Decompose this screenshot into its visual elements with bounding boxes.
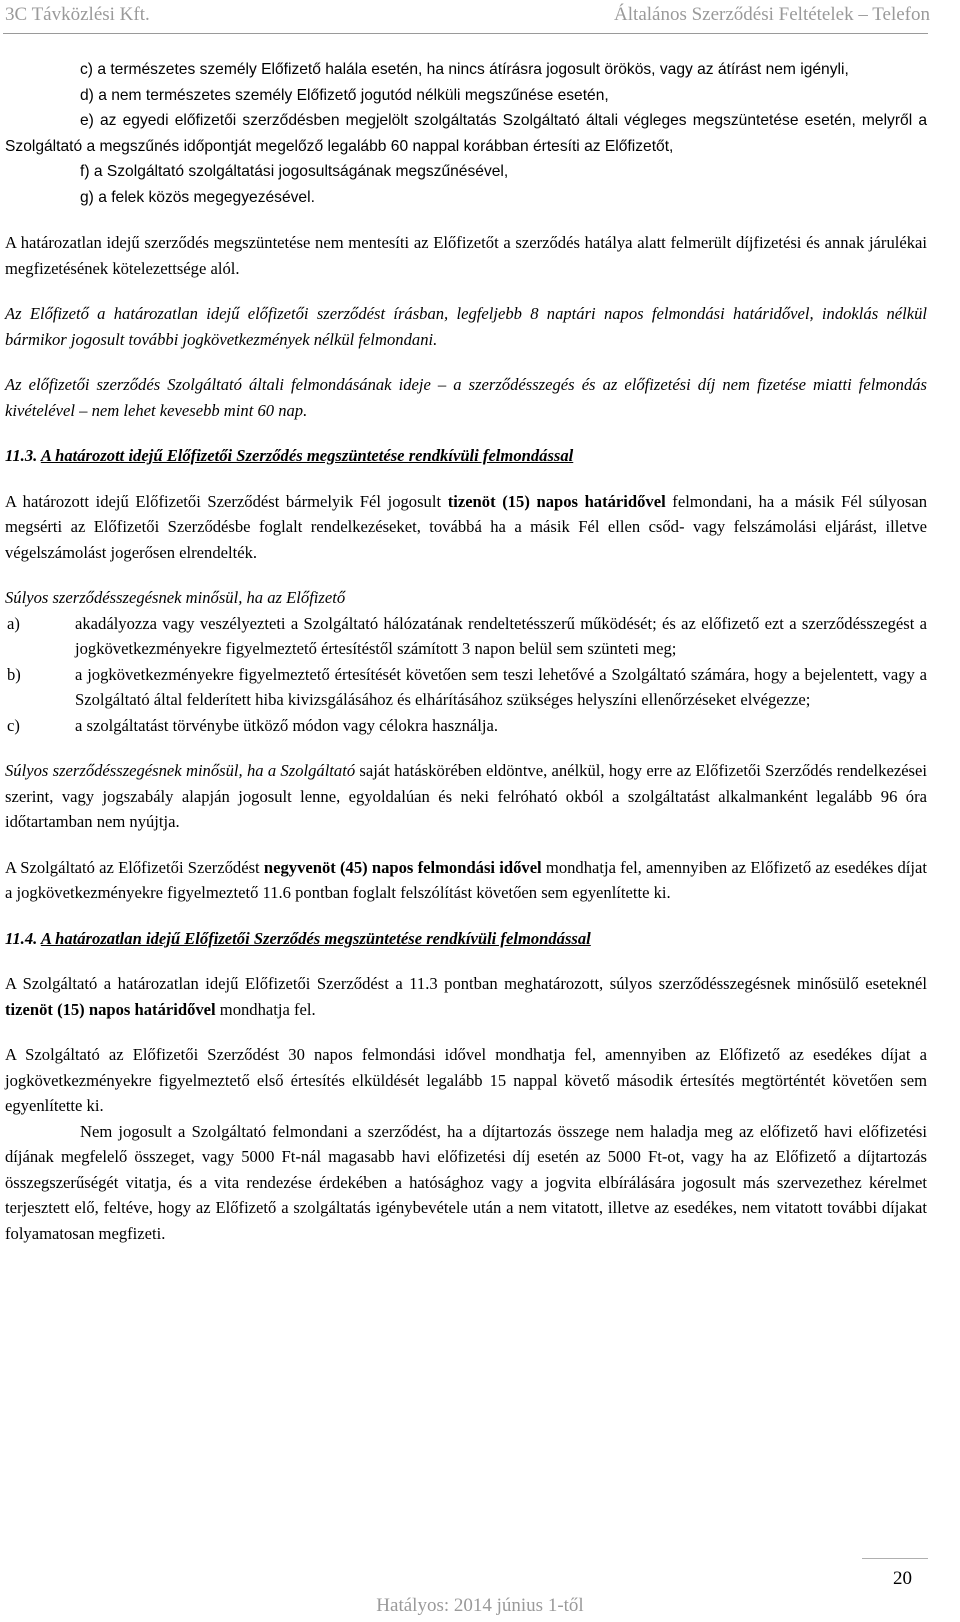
list-item xyxy=(5,713,927,739)
paragraph xyxy=(5,758,927,835)
list-item-c: c) a természetes személy Előfizető halála esetén, ha nincs átírásra jogosult örökös, vagy az átírást nem igényli, xyxy=(80,61,849,78)
page-number: 20 xyxy=(893,1568,912,1589)
termination-list xyxy=(5,57,927,210)
text-run: A határozott idejű Előfizetői Szerződést bármelyik Fél jogosult xyxy=(5,491,448,511)
text-run: felmondani, ha a másik Fél súlyosan megsérti az Előfizetői Szerződésbe foglalt rendelkezéseket, továbbá ha a másik Fél ellen csőd- vagy felszámolási eljárást, illetve végelszámolást jogerősen elrendelték. xyxy=(5,491,927,562)
paragraph xyxy=(5,855,927,906)
list-label: c) xyxy=(7,715,20,735)
section-number: 11.3. xyxy=(5,446,38,465)
paragraph xyxy=(5,489,927,566)
text-run: mondhatja fel. xyxy=(215,999,316,1019)
bold-text: tizenöt (15) napos határidővel xyxy=(5,999,216,1019)
document-body xyxy=(5,57,927,1246)
bold-text: negyvenöt (45) napos felmondási idővel xyxy=(263,857,542,877)
list-label: a) xyxy=(7,613,20,633)
paragraph: A határozatlan idejű szerződés megszüntetése nem mentesíti az Előfizetőt a szerződés hatálya alatt felmerült díjfizetési és annak járulékai megfizetésének kötelezettsége alól. xyxy=(5,233,927,278)
paragraph-italic: Az előfizetői szerződés Szolgáltató általi felmondásának ideje – a szerződésszegés és az előfizetési díj nem fizetése miatti felmondás kivételével – nem lehet kevesebb mint 60 nap. xyxy=(5,375,927,420)
text-run: saját hatáskörében eldöntve, anélkül, hogy erre az Előfizetői Szerződés rendelkezései szerint, vagy jogszabály alapján jogosult lenne, egyoldalúan és neki felróható okból a szolgáltatást alkalmanként legalább 96 óra időtartamban nem nyújtja. xyxy=(5,761,927,831)
header-divider xyxy=(3,33,928,34)
bold-text: tizenöt (15) napos határidővel xyxy=(447,491,666,511)
breach-intro: Súlyos szerződésszegésnek minősül, ha az Előfizető xyxy=(5,588,346,607)
list-item-d: d) a nem természetes személy Előfizető jogutód nélküli megszűnése esetén, xyxy=(80,86,609,104)
list-text: a szolgáltatást törvénybe ütköző módon vagy célokra használja. xyxy=(75,715,498,735)
list-text: a jogkövetkezményekre figyelmeztető értesítését követően sem teszi lehetővé a Szolgáltató számára, hogy a bejelentett, vagy a Szolgáltató által felderített hiba kivizsgálásához és elhárításához szükséges helyszíni ellenőrzéseket elvégezze; xyxy=(75,664,927,709)
text-run: A Szolgáltató a határozatlan idejű Előfizetői Szerződést a 11.3 pontban meghatározott, súlyos szerződésszegésnek minősülő eseteknél xyxy=(5,974,927,993)
list-item-e: e) az egyedi előfizetői szerződésben megjelölt szolgáltatás Szolgáltató általi végleges megszüntetése esetén, melyről a Szolgáltató a megszűnés időpontját megelőző legalább 60 nappal korábban értesíti az Előfizetőt, xyxy=(5,112,927,155)
company-name: 3C Távközlési Kft. xyxy=(5,4,150,25)
section-number: 11.4. xyxy=(5,928,38,948)
paragraph: A Szolgáltató az Előfizetői Szerződést 30 napos felmondási idővel mondhatja fel, amennyiben az Előfizető az esedékes díjat a jogkövetkezményekre figyelmeztető első értesítés elküldését legalább 15 nappal követő második értesítés megtörténtét követően sem egyenlítette ki. xyxy=(5,1045,927,1115)
paragraph xyxy=(5,971,927,1022)
paragraph: Nem jogosult a Szolgáltató felmondani a szerződést, ha a díjtartozás összege nem haladja meg az előfizető havi előfizetési díjának megfelelő összeget, vagy 5000 Ft-nál magasabb havi előfizetési díj esetén az 5000 Ft-ot, vagy ha az Előfizető a díjtartozás összegszerűségét vitatja, és a vita rendezése érdekében a hatósághoz vagy a jogvita elbírálására jogosult más szervezethez kérelmet terjesztett elő, feltéve, hogy az Előfizető a szolgáltatás igénybevétele után a nem vitatott, illetve az esedékes, nem vitatott további díjakat folyamatosan megfizeti. xyxy=(5,1121,927,1243)
section-heading-11-4 xyxy=(5,926,927,952)
text-run: A Szolgáltató az Előfizetői Szerződést xyxy=(5,857,264,877)
list-item-g: g) a felek közös megegyezésével. xyxy=(80,188,315,206)
footer-divider xyxy=(862,1558,928,1559)
section-title: A határozott idejű Előfizetői Szerződés megszüntetése rendkívüli felmondással xyxy=(40,446,574,465)
breach-list xyxy=(5,611,927,739)
section-title: A határozatlan idejű Előfizetői Szerződés megszüntetése rendkívüli felmondással xyxy=(40,928,591,948)
list-item xyxy=(5,611,927,662)
list-text: akadályozza vagy veszélyezteti a Szolgáltató hálózatának rendeltetésszerű működését; és az előfizető ezt a szerződésszegést a jogkövetkezményekre figyelmeztető értesítéstől számított 3 napon belül sem szünteti meg; xyxy=(75,613,927,658)
document-title: Általános Szerződési Feltételek – Telefon xyxy=(614,4,930,25)
page-header xyxy=(5,4,930,28)
effective-date: Hatályos: 2014 június 1-től xyxy=(376,1595,584,1616)
list-item-f: f) a Szolgáltató szolgáltatási jogosultságának megszűnésével, xyxy=(80,163,509,180)
section-heading-11-3 xyxy=(5,443,927,469)
paragraph-italic: Az Előfizető a határozatlan idejű előfizetői szerződést írásban, legfeljebb 8 naptári napos felmondási határidővel, indoklás nélkül bármikor jogosult további jogkövetkezmények nélkül felmondani. xyxy=(5,304,927,349)
text-run: mondhatja fel, amennyiben az Előfizető az esedékes díjat a jogkövetkezményekre figyelmeztető 11.6 pontban foglalt felszólítást követően sem egyenlítette ki. xyxy=(5,857,928,902)
italic-text: Súlyos szerződésszegésnek minősül, ha a Szolgáltató xyxy=(5,761,356,780)
list-label: b) xyxy=(7,664,21,684)
list-item xyxy=(5,662,927,713)
